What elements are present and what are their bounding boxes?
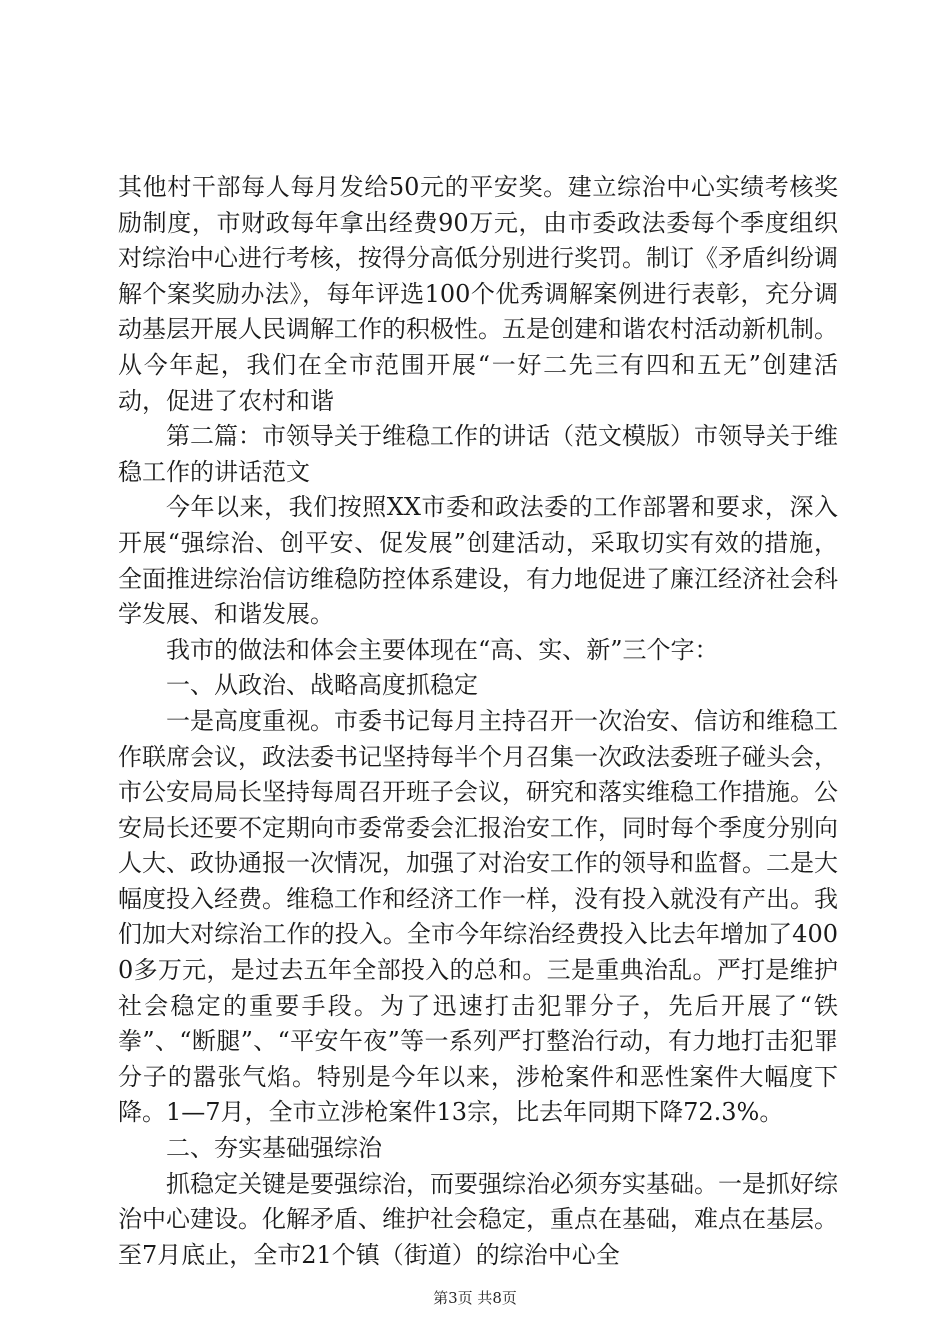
paragraph-summary: 我市的做法和体会主要体现在“高、实、新”三个字： (166, 635, 719, 664)
paragraph-section-one: 一是高度重视。市委书记每月主持召开一次治安、信访和维稳工作联席会议，政法委书记坚持每半个月召集一次政法委班子碰头会，市公安局局长坚持每周召开班子会议，研究和落实维稳工作措施。公安局长还要不定期向市委常委会汇报治安工作，同时每个季度分别向人大、政协通报一次情况，加强了对治安工作的领导和监督。二是大幅度投入经费。维稳工作和经济工作一样，没有投入就没有产出。我们加大对综治工作的投入。全市今年综治经费投入比去年增加了4000多万元，是过去五年全部投入的总和。三是重典治乱。严打是维护社会稳定的重要手段。为了迅速打击犯罪分子，先后开展了“铁拳”、“断腿”、“平安午夜”等一系列严打整治行动，有力地打击犯罪分子的嚣张气焰。特别是今年以来，涉枪案件和恶性案件大幅度下降。1—7月，全市立涉枪案件13宗，比去年同期下降72.3%。 (118, 706, 838, 1127)
paragraph-intro: 今年以来，我们按照XX市委和政法委的工作部署和要求，深入开展“强综治、创平安、促发展”创建活动，采取切实有效的措施，全面推进综治信访维稳防控体系建设，有力地促进了廉江经济社会科学发展、和谐发展。 (118, 493, 838, 629)
document-body (118, 170, 838, 1273)
paragraph-section-two: 抓稳定关键是要强综治，而要强综治必须夯实基础。一是抓好综治中心建设。化解矛盾、维护社会稳定，重点在基础，难点在基层。至7月底止，全市21个镇（街道）的综治中心全 (118, 1169, 838, 1269)
subheading-one: 一、从政治、战略高度抓稳定 (166, 671, 478, 700)
section-heading-part-two: 第二篇：市领导关于维稳工作的讲话（范文模版）市领导关于维稳工作的讲话范文 (118, 422, 838, 486)
page-number-label: 第3页 共8页 (433, 1289, 517, 1307)
subheading-two: 二、夯实基础强综治 (166, 1134, 382, 1163)
paragraph-continuation: 其他村干部每人每月发给50元的平安奖。建立综治中心实绩考核奖励制度，市财政每年拿出经费90万元，由市委政法委每个季度组织对综治中心进行考核，按得分高低分别进行奖罚。制订《矛盾纠纷调解个案奖励办法》，每年评选100个优秀调解案例进行表彰，充分调动基层开展人民调解工作的积极性。五是创建和谐农村活动新机制。从今年起，我们在全市范围开展“一好二先三有四和五无”创建活动，促进了农村和谐 (118, 173, 838, 415)
page-footer (0, 1288, 950, 1308)
